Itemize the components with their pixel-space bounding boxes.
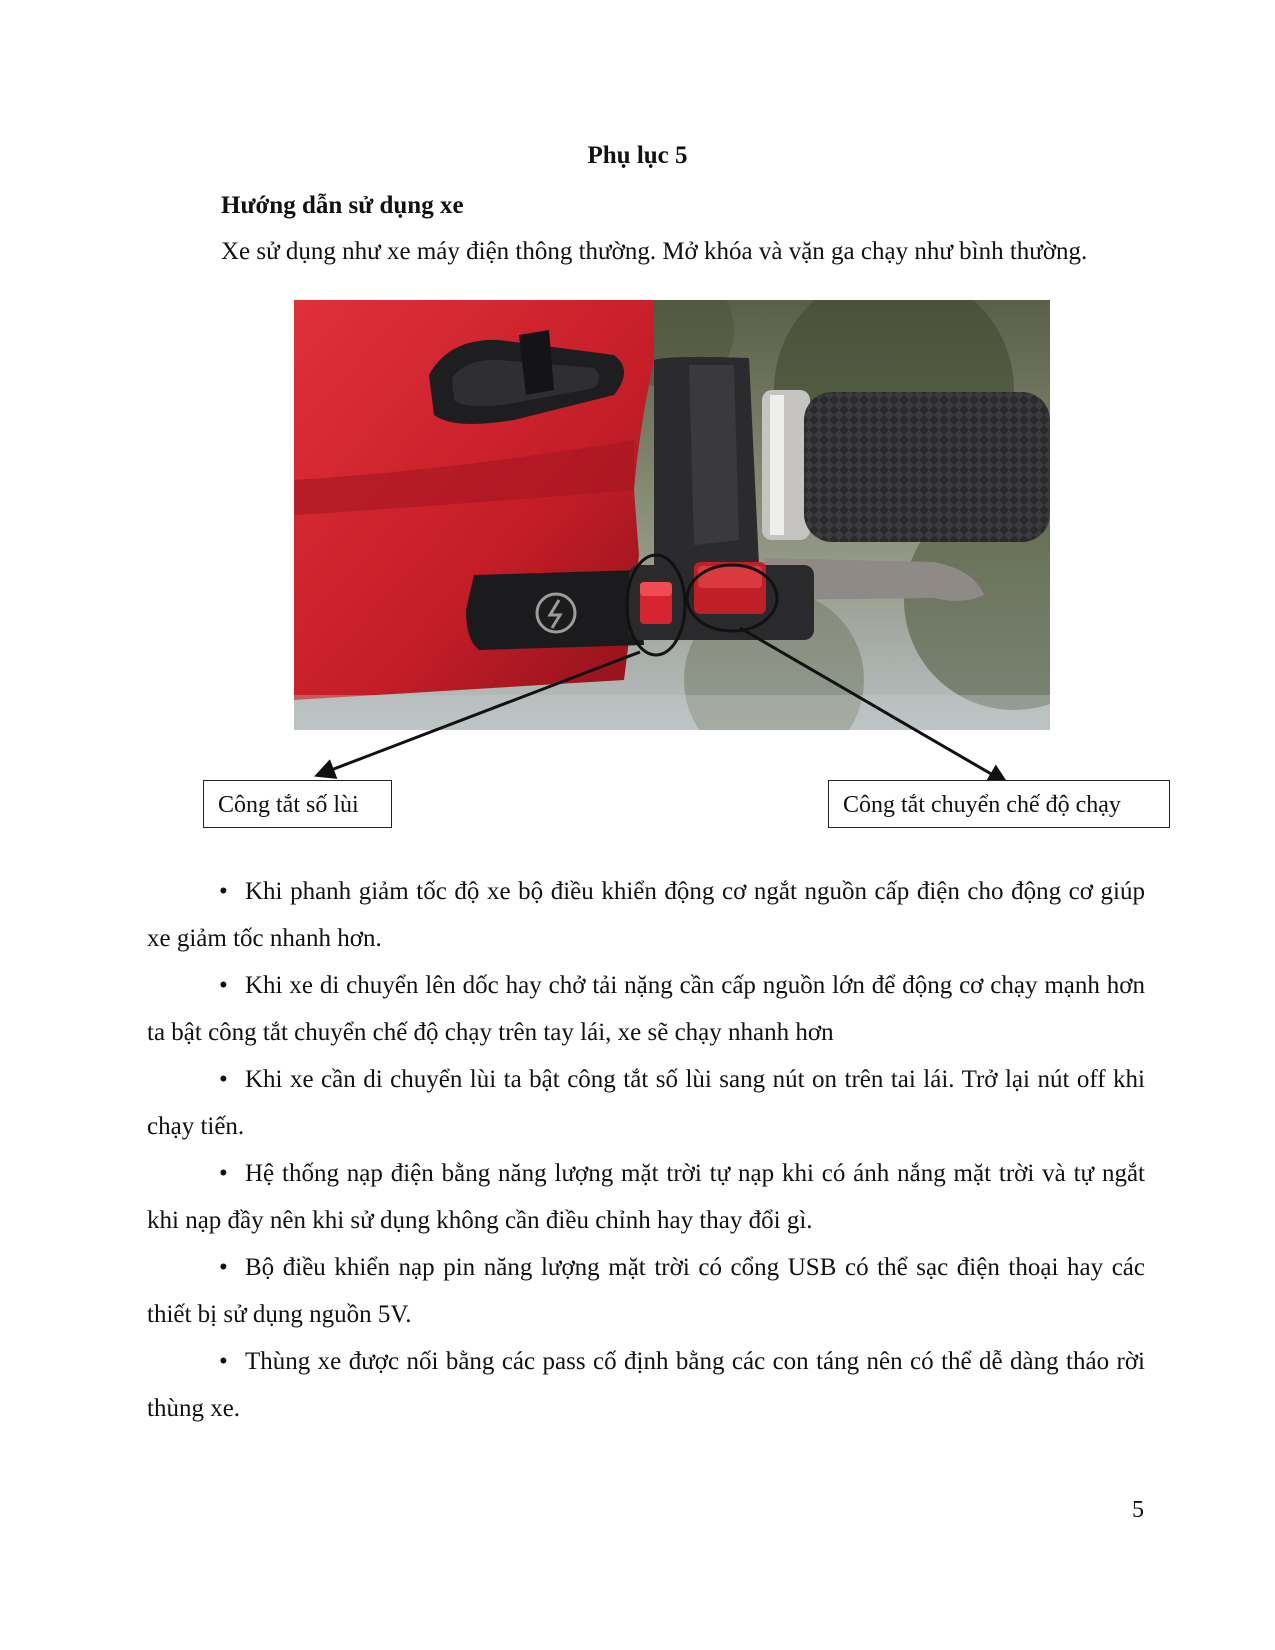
bullet-text: Khi xe di chuyển lên dốc hay chở tải nặng cần cấp nguồn lớn để động cơ chạy mạnh hơn ta bật công tắt chuyển chế độ chạy trên tay lái, xe sẽ chạy nhanh hơn — [147, 972, 1145, 1046]
usage-bullet-list — [147, 868, 1145, 1432]
appendix-title: Phụ lục 5 — [587, 142, 688, 169]
bullet-dot-icon: • — [219, 972, 228, 999]
section-heading: Hướng dẫn sử dụng xe — [221, 192, 464, 219]
bullet-text: Thùng xe được nối bằng các pass cố định bằng các con táng nên có thể dễ dàng tháo rời thùng xe. — [147, 1348, 1145, 1422]
bullet-item — [147, 1150, 1145, 1244]
bullet-item — [147, 1244, 1145, 1338]
bullet-dot-icon: • — [219, 1348, 228, 1375]
intro-paragraph: Xe sử dụng như xe máy điện thông thường. Mở khóa và vặn ga chạy như bình thường. — [221, 238, 1088, 265]
bullet-dot-icon: • — [219, 1160, 228, 1187]
bullet-dot-icon: • — [219, 1254, 228, 1281]
bullet-item — [147, 1338, 1145, 1432]
callout-reverse-switch: Công tắt số lùi — [203, 780, 392, 828]
bullet-dot-icon: • — [219, 1066, 228, 1093]
bullet-item — [147, 1056, 1145, 1150]
callout-mode-switch: Công tắt chuyển chế độ chạy — [828, 780, 1170, 828]
bullet-text: Khi phanh giảm tốc độ xe bộ điều khiển động cơ ngắt nguồn cấp điện cho động cơ giúp xe giảm tốc nhanh hơn. — [147, 878, 1145, 952]
handlebar-photo — [294, 300, 1050, 730]
bullet-text: Khi xe cần di chuyển lùi ta bật công tắt số lùi sang nút on trên tai lái. Trở lại nút off khi chạy tiến. — [147, 1066, 1145, 1140]
bullet-text: Bộ điều khiển nạp pin năng lượng mặt trời có cổng USB có thể sạc điện thoại hay các thiết bị sử dụng nguồn 5V. — [147, 1254, 1145, 1328]
bullet-item — [147, 962, 1145, 1056]
page-number: 5 — [1132, 1497, 1144, 1523]
bullet-item — [147, 868, 1145, 962]
bullet-dot-icon: • — [219, 878, 228, 905]
bullet-text: Hệ thống nạp điện bằng năng lượng mặt trời tự nạp khi có ánh nắng mặt trời và tự ngắt khi nạp đầy nên khi sử dụng không cần điều chỉnh hay thay đổi gì. — [147, 1160, 1145, 1234]
